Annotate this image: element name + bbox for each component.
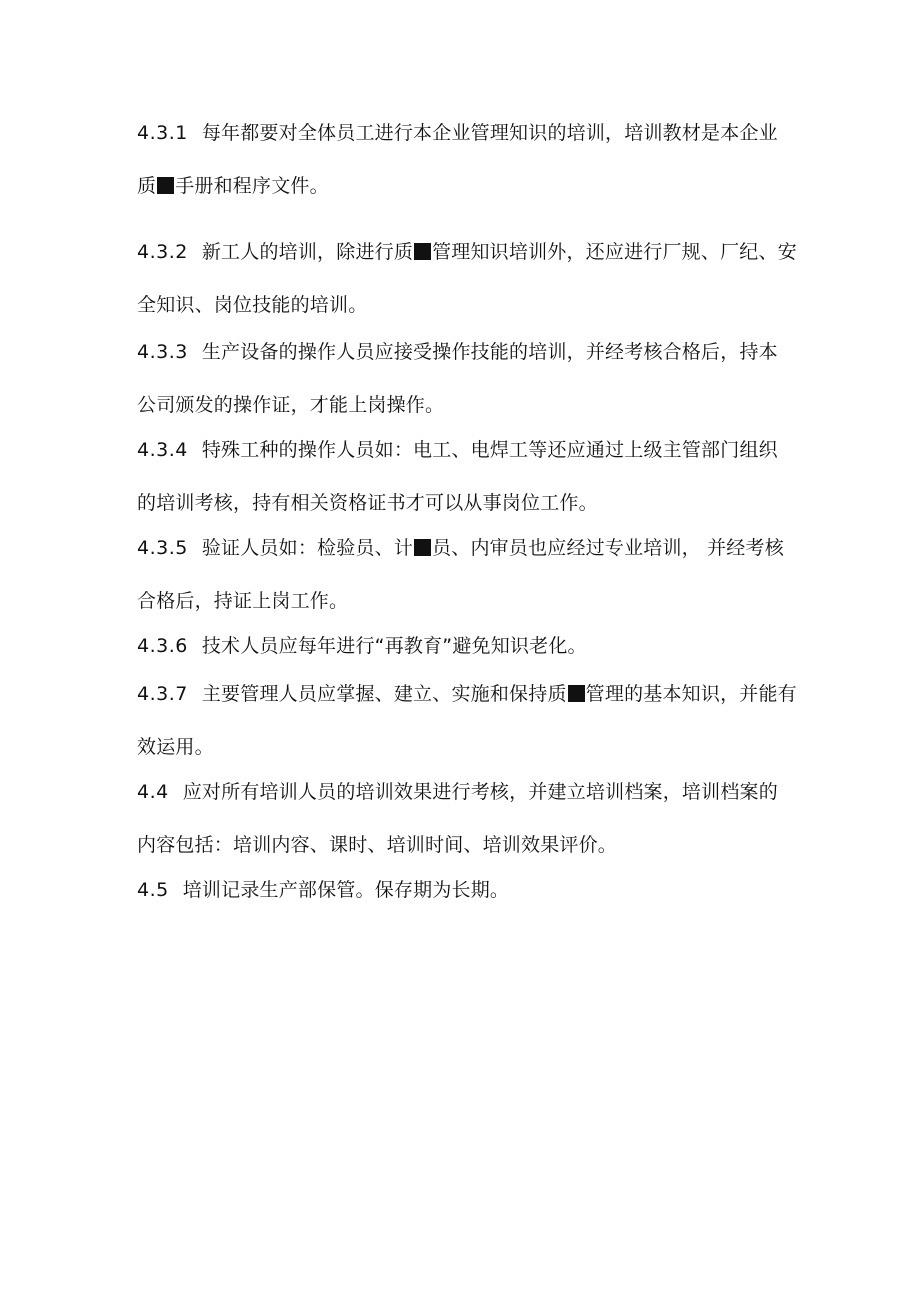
redaction-block-icon xyxy=(568,685,585,702)
clause-number: 4.3.1 xyxy=(137,122,188,144)
clause-text: 每年都要对全体员工进行本企业管理知识的培训，培训教材是本企业质 xyxy=(137,122,778,197)
clause-4-3-1 xyxy=(137,107,797,213)
clause-4-3-5 xyxy=(137,522,797,628)
redaction-block-icon xyxy=(414,539,431,556)
clause-number: 4.4 xyxy=(137,781,169,803)
clause-4-4 xyxy=(137,766,797,872)
clause-number: 4.5 xyxy=(137,879,169,901)
clause-number: 4.3.5 xyxy=(137,537,188,559)
clause-number: 4.3.6 xyxy=(137,635,188,657)
clause-number: 4.3.7 xyxy=(137,683,188,705)
clause-4-3-6 xyxy=(137,620,797,673)
clause-4-3-2 xyxy=(137,226,797,332)
clause-text: 主要管理人员应掌握、建立、实施和保持质 xyxy=(201,683,567,705)
clause-number: 4.3.3 xyxy=(137,341,188,363)
clause-text: 验证人员如：检验员、计 xyxy=(201,537,414,559)
clause-text: 技术人员应每年进行“再教育”避免知识老化。 xyxy=(201,635,587,657)
clause-text-continued: 手册和程序文件。 xyxy=(175,175,329,197)
clause-text-continued: 管理知识培训外，还应进行厂规、厂纪、安全知识、岗位技能的培训。 xyxy=(137,241,797,316)
clause-text: 应对所有培训人员的培训效果进行考核，并建立培训档案，培训档案的内容包括：培训内容、课时、培训时间、培训效果评价。 xyxy=(137,781,778,856)
clause-text-continued: 管理的基本知识，并能有效运用。 xyxy=(137,683,797,758)
clause-4-3-3 xyxy=(137,326,797,432)
redaction-block-icon xyxy=(157,177,174,194)
clause-text: 新工人的培训，除进行质 xyxy=(201,241,414,263)
clause-4-3-7 xyxy=(137,668,797,774)
redaction-block-icon xyxy=(414,243,431,260)
clause-text: 培训记录生产部保管。保存期为长期。 xyxy=(182,879,510,901)
clause-4-5 xyxy=(137,864,797,917)
clause-text-continued: 员、内审员也应经过专业培训， 并经考核合格后，持证上岗工作。 xyxy=(137,537,784,612)
clause-4-3-4 xyxy=(137,424,797,530)
clause-text: 特殊工种的操作人员如：电工、电焊工等还应通过上级主管部门组织的培训考核，持有相关资格证书才可以从事岗位工作。 xyxy=(137,439,778,514)
clause-number: 4.3.4 xyxy=(137,439,188,461)
clause-number: 4.3.2 xyxy=(137,241,188,263)
clause-text: 生产设备的操作人员应接受操作技能的培训，并经考核合格后，持本公司颁发的操作证，才能上岗操作。 xyxy=(137,341,778,416)
